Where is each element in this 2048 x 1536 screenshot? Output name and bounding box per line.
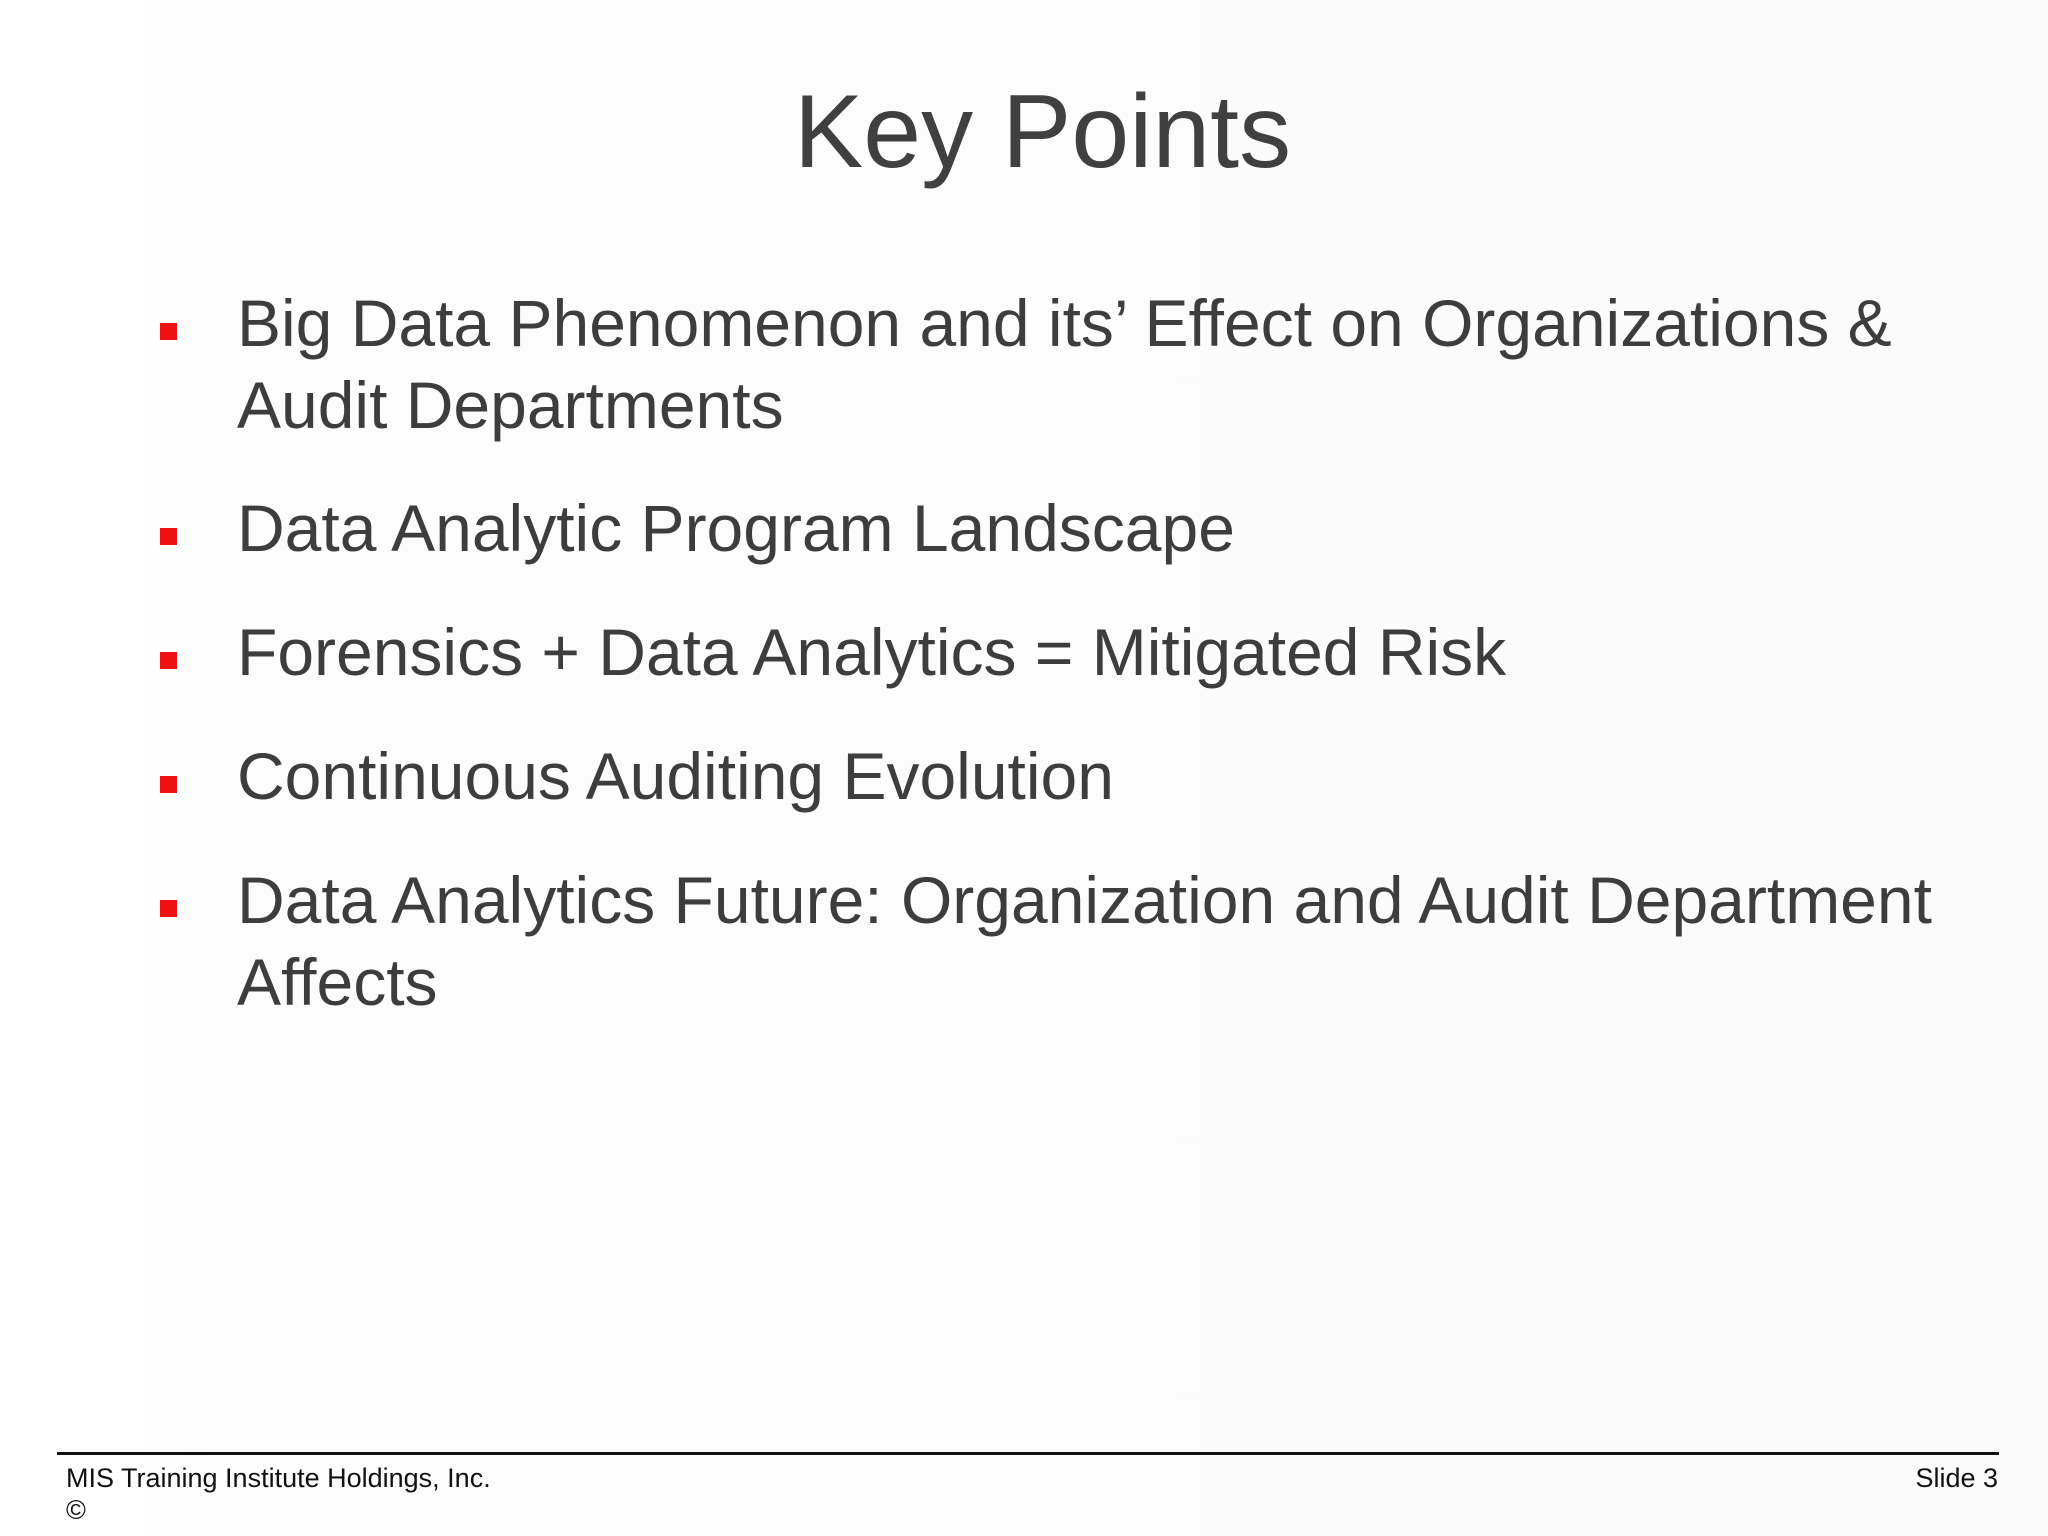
bullet-marker-icon <box>160 776 177 793</box>
bullet-text: Big Data Phenomenon and its’ Effect on Organizations & Audit Departments <box>237 286 1892 442</box>
footer-company <box>66 1462 491 1526</box>
bullet-marker-icon <box>160 900 177 917</box>
bullet-text: Forensics + Data Analytics = Mitigated Risk <box>237 615 1507 689</box>
bullet-text: Data Analytics Future: Organization and Audit Department Affects <box>237 863 1932 1019</box>
copyright-symbol: © <box>66 1495 86 1525</box>
bullet-text: Continuous Auditing Evolution <box>237 739 1114 813</box>
slide-title: Key Points <box>793 74 1292 190</box>
slide-number: Slide 3 <box>1915 1463 1998 1493</box>
footer-divider <box>57 1452 1999 1455</box>
bullet-marker-icon <box>160 652 177 669</box>
bullet-marker-icon <box>160 528 177 545</box>
bullet-marker-icon <box>160 323 177 340</box>
company-name: MIS Training Institute Holdings, Inc. <box>66 1463 491 1493</box>
bullet-text: Data Analytic Program Landscape <box>237 491 1235 565</box>
